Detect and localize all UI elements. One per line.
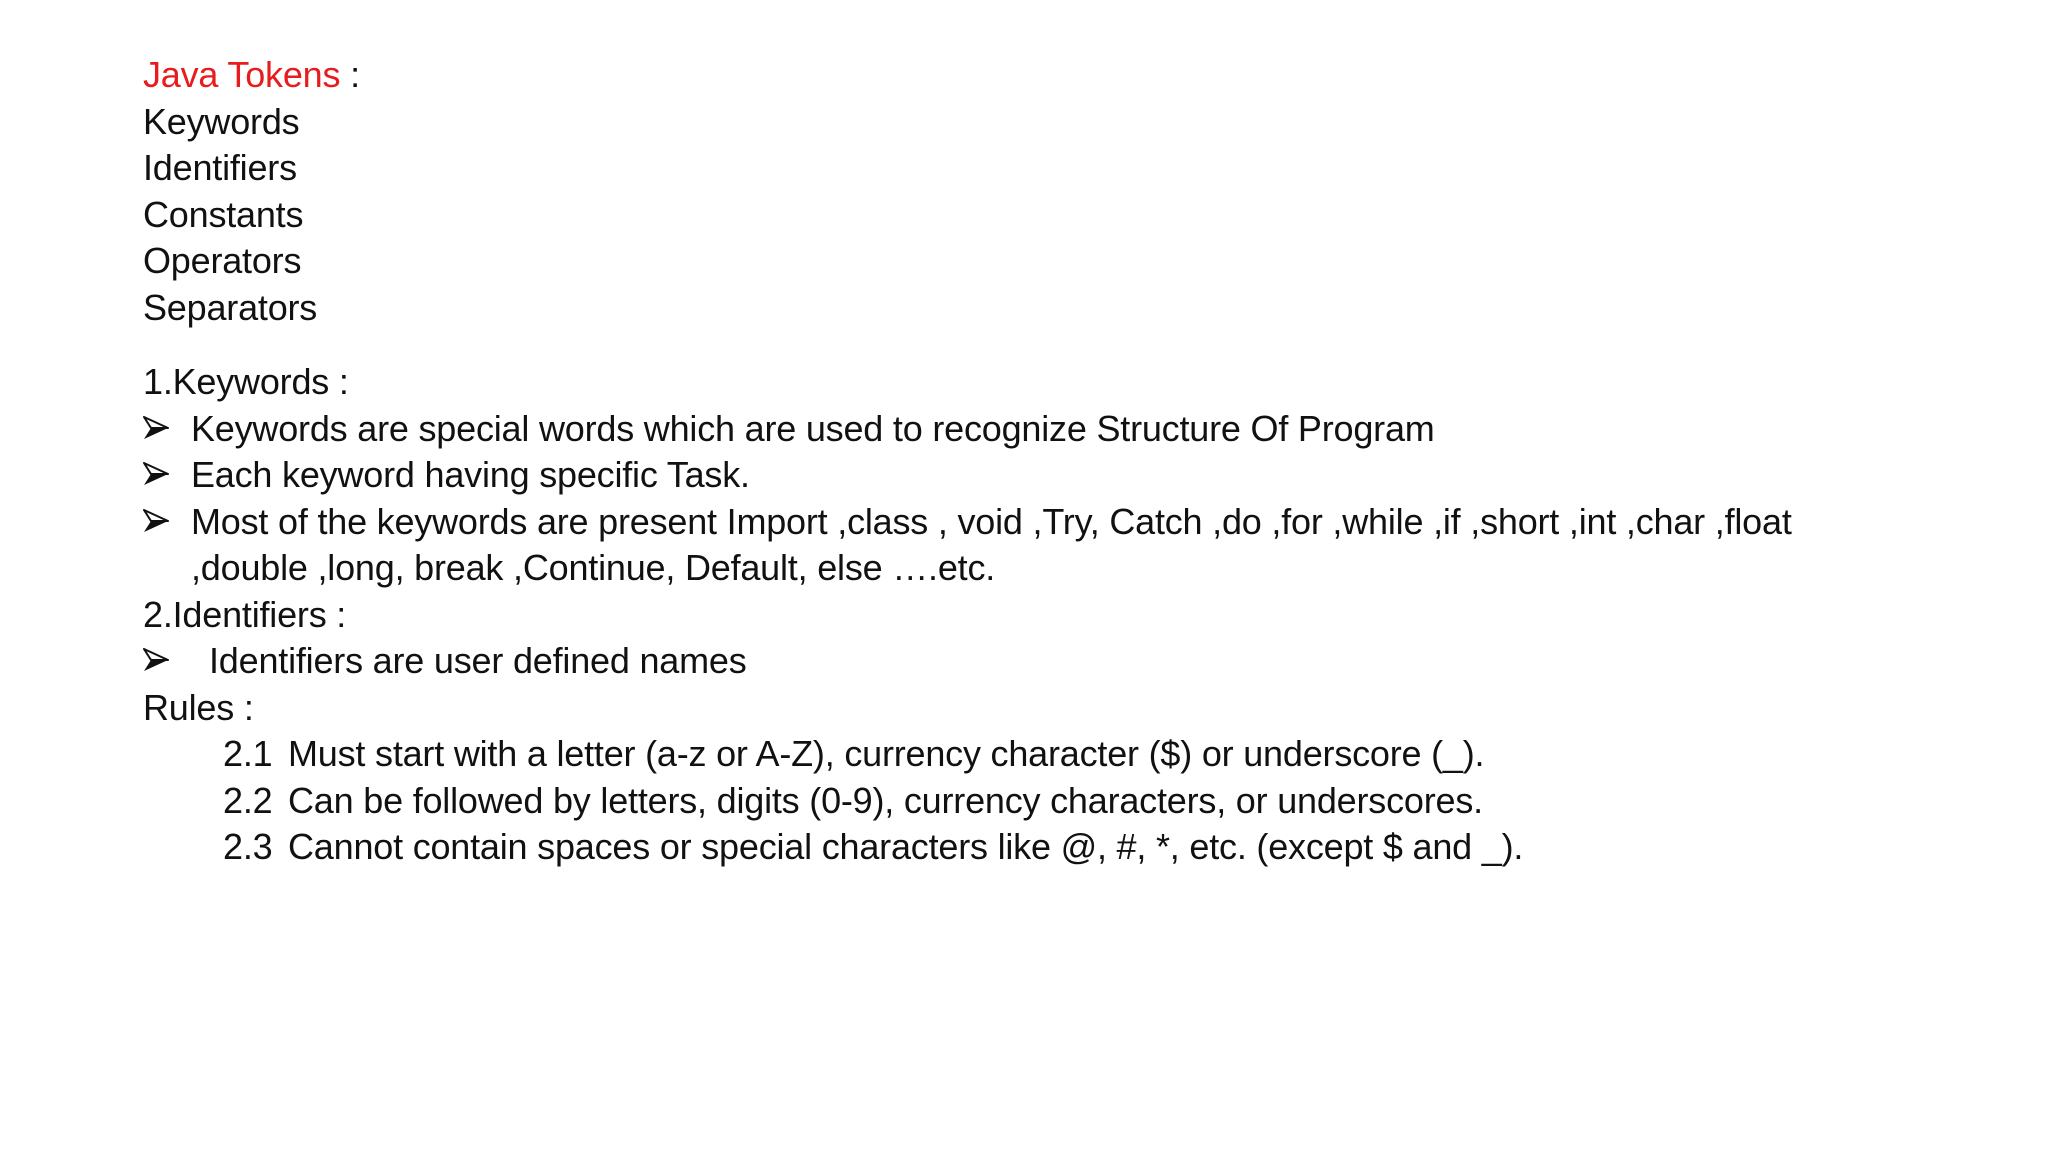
rule-text: Can be followed by letters, digits (0-9), currency characters, or underscores. — [288, 779, 1483, 821]
keywords-bullet-1 — [143, 406, 1943, 453]
spacer — [143, 331, 1943, 359]
arrowhead-bullet-icon — [143, 648, 169, 672]
heading-accent: Java Tokens — [143, 54, 341, 95]
token-type-identifiers: Identifiers — [143, 147, 297, 188]
bullet-text: Each keyword having specific Task. — [191, 454, 750, 495]
token-type-keywords: Keywords — [143, 100, 300, 142]
keywords-section-title: 1.Keywords : — [143, 361, 349, 402]
slide-heading — [143, 52, 1943, 99]
bullet-text: Identifiers are user defined names — [209, 640, 747, 681]
slide-content — [143, 52, 1943, 871]
arrowhead-bullet-icon — [143, 509, 169, 533]
rule-text: Cannot contain spaces or special characters like @, #, *, etc. (except $ and _). — [288, 826, 1524, 867]
rule-number: 2.2 — [223, 779, 273, 821]
token-type-constants: Constants — [143, 193, 304, 235]
arrowhead-bullet-icon — [143, 416, 169, 440]
rule-item-2 — [143, 778, 1943, 825]
token-type-operators: Operators — [143, 240, 302, 281]
rule-item-3 — [143, 824, 1943, 871]
arrowhead-bullet-icon — [143, 462, 169, 486]
keywords-bullet-3 — [143, 499, 1943, 546]
identifiers-bullet — [143, 638, 1943, 685]
rule-number: 2.1 — [223, 733, 273, 774]
keywords-bullet-2 — [143, 452, 1943, 499]
rule-number: 2.3 — [223, 826, 273, 867]
keywords-bullet-3-continuation: ,double ,long, break ,Continue, Default, else ….etc. — [191, 547, 996, 588]
identifiers-section-title: 2.Identifiers : — [143, 593, 347, 635]
token-type-separators: Separators — [143, 286, 318, 328]
rules-title: Rules : — [143, 686, 254, 728]
rule-text: Must start with a letter (a-z or A-Z), currency character ($) or underscore (_). — [288, 733, 1485, 774]
bullet-text: Most of the keywords are present Import ,class , void ,Try, Catch ,do ,for ,while ,if ,short ,int ,char ,float — [191, 500, 1792, 542]
heading-suffix: : — [340, 54, 360, 95]
rule-item-1 — [143, 731, 1943, 778]
bullet-text: Keywords are special words which are used to recognize Structure Of Program — [191, 407, 1435, 449]
